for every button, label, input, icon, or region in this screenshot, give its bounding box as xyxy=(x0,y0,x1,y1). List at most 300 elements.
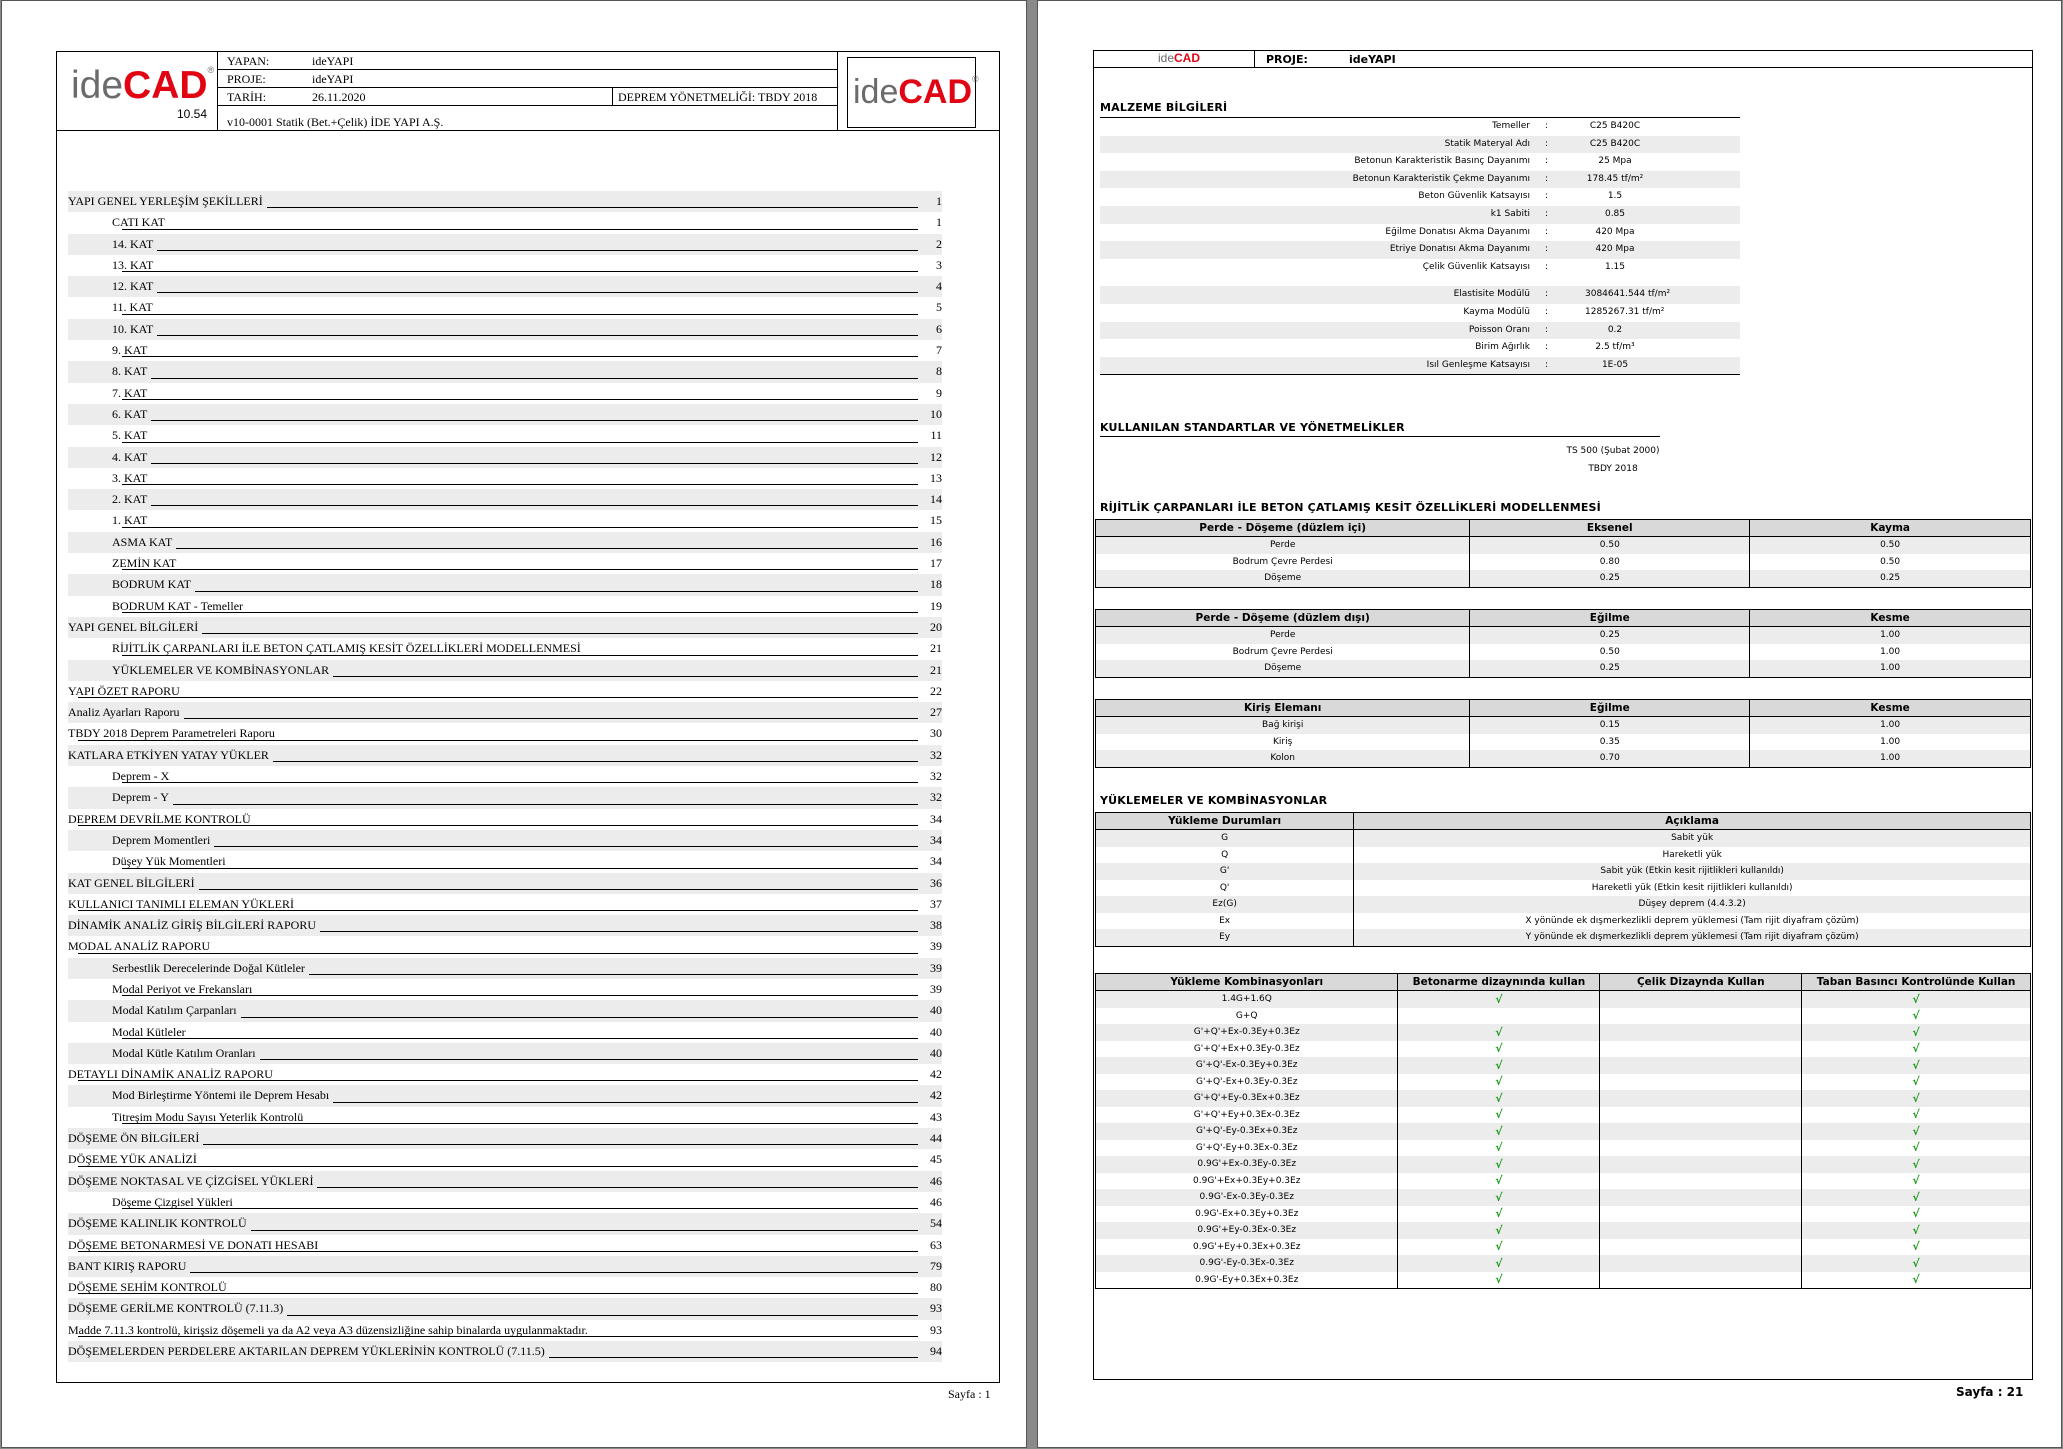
material-colon: : xyxy=(1545,244,1549,255)
toc-item[interactable] xyxy=(68,787,942,808)
toc-title: BANT KIRIŞ RAPORU xyxy=(68,1259,190,1274)
material-colon: : xyxy=(1545,342,1549,353)
toc-leader-line xyxy=(122,250,918,251)
material-key: Betonun Karakteristik Çekme Dayanımı xyxy=(1352,173,1530,184)
toc-item[interactable] xyxy=(68,1235,942,1256)
toc-leader-line xyxy=(122,868,918,869)
toc-title: DEPREM DEVRİLME KONTROLÜ xyxy=(68,811,251,826)
toc-item[interactable] xyxy=(68,1107,942,1128)
material-row xyxy=(1100,357,1740,375)
check-icon: √ xyxy=(1495,1042,1503,1056)
table-cell: 0.25 xyxy=(1470,627,1750,644)
check-cell xyxy=(1802,1107,2031,1124)
toc-item[interactable] xyxy=(68,212,942,233)
check-cell xyxy=(1600,1189,1802,1206)
toc-title: BODRUM KAT - Temeller xyxy=(112,598,244,613)
check-icon: √ xyxy=(1912,1190,1920,1204)
toc-item[interactable] xyxy=(68,1213,942,1234)
malzeme-table xyxy=(1100,117,1740,375)
toc-item[interactable] xyxy=(68,851,942,872)
toc-item[interactable] xyxy=(68,936,942,957)
toc-leader-line xyxy=(122,1038,918,1039)
toc-item[interactable] xyxy=(68,553,942,574)
table-cell: G'+Q'-Ex+0.3Ey-0.3Ez xyxy=(1096,1074,1398,1091)
toc-page-number: 9 xyxy=(936,385,942,400)
check-cell xyxy=(1600,991,1802,1008)
toc-title: 2. KAT xyxy=(112,492,151,507)
material-key: k1 Sabiti xyxy=(1490,208,1530,219)
material-row xyxy=(1100,286,1740,304)
table-cell: 0.80 xyxy=(1470,554,1750,571)
report-header xyxy=(56,51,1000,131)
table-cell: Döşeme xyxy=(1096,660,1470,677)
toc-title: DÖŞEME GERİLME KONTROLÜ (7.11.3) xyxy=(68,1301,287,1316)
material-value: 420 Mpa xyxy=(1595,226,1635,237)
toc-leader-line xyxy=(122,356,918,357)
check-cell xyxy=(1802,1090,2031,1107)
toc-title: DÖŞEME BETONARMESİ VE DONATI HESABI xyxy=(68,1237,319,1252)
check-icon: √ xyxy=(1495,1240,1503,1254)
check-icon: √ xyxy=(1495,1108,1503,1122)
table-cell: G xyxy=(1096,830,1354,847)
check-cell xyxy=(1398,1024,1600,1041)
table-cell: 0.9G'-Ex-0.3Ey-0.3Ez xyxy=(1096,1189,1398,1206)
table-row xyxy=(1096,1024,2031,1041)
toc-title: 11. KAT xyxy=(112,300,153,315)
check-icon: √ xyxy=(1912,1207,1920,1221)
table-cell: Sabit yük xyxy=(1354,830,2031,847)
toc-page-number: 93 xyxy=(930,1322,942,1337)
toc-page-number: 15 xyxy=(930,513,942,528)
table-cell: Sabit yük (Etkin kesit rijitlikleri kullanıldı) xyxy=(1354,863,2031,880)
toc-title: 6. KAT xyxy=(112,407,151,422)
toc-page-number: 39 xyxy=(930,960,942,975)
toc-page-number: 46 xyxy=(930,1194,942,1209)
table-cell: Ey xyxy=(1096,929,1354,946)
toc-item[interactable] xyxy=(68,1192,942,1213)
toc-title: DİNAMİK ANALİZ GİRİŞ BİLGİLERİ RAPORU xyxy=(68,918,320,933)
toc-item[interactable] xyxy=(68,532,942,553)
table-row xyxy=(1096,913,2031,930)
check-icon: √ xyxy=(1912,1273,1920,1287)
check-cell xyxy=(1600,1173,1802,1190)
toc-title: 4. KAT xyxy=(112,450,151,465)
toc-page-number: 36 xyxy=(930,875,942,890)
toc-page-number: 32 xyxy=(930,790,942,805)
toc-page-number: 40 xyxy=(930,1045,942,1060)
material-value: 0.2 xyxy=(1607,324,1623,335)
material-colon: : xyxy=(1545,156,1549,167)
check-cell xyxy=(1398,1156,1600,1173)
table-cell: Ez(G) xyxy=(1096,896,1354,913)
table-cell: 0.9G'+Ey+0.3Ex+0.3Ez xyxy=(1096,1239,1398,1256)
toc-page-number: 34 xyxy=(930,811,942,826)
toc-page-number: 1 xyxy=(936,215,942,230)
table-cell: 1.00 xyxy=(1750,644,2031,661)
material-colon: : xyxy=(1545,324,1549,335)
rijitlik-table-beam xyxy=(1095,699,2031,768)
check-icon: √ xyxy=(1912,1091,1920,1105)
toc-item[interactable] xyxy=(68,915,942,936)
toc-leader-line xyxy=(122,335,918,336)
toc-leader-line xyxy=(122,484,918,485)
toc-page-number: 63 xyxy=(930,1237,942,1252)
check-cell xyxy=(1802,1239,2031,1256)
material-value: 3084641.544 tf/m² xyxy=(1585,289,1671,300)
toc-page-number: 19 xyxy=(930,598,942,613)
page-number: Sayfa : 1 xyxy=(948,1387,991,1401)
toc-item[interactable] xyxy=(68,1064,942,1085)
table-row xyxy=(1096,1123,2031,1140)
toc-leader-line xyxy=(78,1272,918,1273)
table-row xyxy=(1096,734,2031,751)
toc-title: Madde 7.11.3 kontrolü, kirişsiz döşemeli ya da A2 veya A3 düzensizliğine sahip binalarda uygulanmaktadır. xyxy=(68,1322,588,1337)
column-header: Eğilme xyxy=(1470,610,1750,627)
toc-item[interactable] xyxy=(68,894,942,915)
toc-item[interactable] xyxy=(68,1171,942,1192)
toc-item[interactable] xyxy=(68,319,942,340)
toc-item[interactable] xyxy=(68,596,942,617)
toc-leader-line xyxy=(122,569,918,570)
material-key: Isıl Genleşme Katsayısı xyxy=(1426,359,1530,370)
toc-title: 14. KAT xyxy=(112,237,157,252)
toc-item[interactable] xyxy=(68,234,942,255)
toc-title: Analiz Ayarları Raporu xyxy=(68,705,184,720)
check-cell xyxy=(1802,1024,2031,1041)
table-cell: 0.9G'+Ex+0.3Ey+0.3Ez xyxy=(1096,1173,1398,1190)
toc-item[interactable] xyxy=(68,404,942,425)
toc-page-number: 80 xyxy=(930,1280,942,1295)
toc-title: DÖŞEME KALINLIK KONTROLÜ xyxy=(68,1216,251,1231)
table-cell: G' xyxy=(1096,863,1354,880)
check-cell xyxy=(1398,1041,1600,1058)
toc-page-number: 93 xyxy=(930,1301,942,1316)
toc-title: 7. KAT xyxy=(112,385,148,400)
toc-page-number: 6 xyxy=(936,321,942,336)
page-number: Sayfa : 21 xyxy=(1956,1385,2024,1399)
table-row xyxy=(1096,830,2031,847)
material-colon: : xyxy=(1545,173,1549,184)
table-row xyxy=(1096,1239,2031,1256)
table-cell: Döşeme xyxy=(1096,570,1470,587)
toc-item[interactable] xyxy=(68,1320,942,1341)
column-header: Taban Basıncı Kontrolünde Kullan xyxy=(1802,974,2031,991)
table-cell: 0.25 xyxy=(1750,570,2031,587)
toc-item[interactable] xyxy=(68,1000,942,1021)
check-cell xyxy=(1802,1123,2031,1140)
table-row xyxy=(1096,570,2031,587)
toc-item[interactable] xyxy=(68,638,942,659)
table-row xyxy=(1096,1222,2031,1239)
material-row xyxy=(1100,304,1740,322)
check-icon: √ xyxy=(1912,1025,1920,1039)
material-colon: : xyxy=(1545,306,1549,317)
table-cell: G+Q xyxy=(1096,1008,1398,1025)
table-cell: 0.9G'+Ex-0.3Ey-0.3Ez xyxy=(1096,1156,1398,1173)
toc-title: Serbestlik Derecelerinde Doğal Kütleler xyxy=(112,961,309,976)
toc-page-number: 54 xyxy=(930,1216,942,1231)
toc-item[interactable] xyxy=(68,766,942,787)
toc-title: Düşey Yük Momentleri xyxy=(112,854,226,869)
table-of-contents xyxy=(68,191,942,1362)
material-key: Betonun Karakteristik Basınç Dayanımı xyxy=(1354,156,1530,167)
load-cases-table xyxy=(1095,812,2031,947)
check-cell xyxy=(1802,991,2031,1008)
table-row xyxy=(1096,1255,2031,1272)
rijitlik-table-out-of-plane xyxy=(1095,609,2031,678)
check-icon: √ xyxy=(1912,1256,1920,1270)
toc-page-number: 39 xyxy=(930,981,942,996)
check-icon: √ xyxy=(1495,1091,1503,1105)
toc-page-number: 16 xyxy=(930,534,942,549)
toc-item[interactable] xyxy=(68,383,942,404)
table-header-row xyxy=(1096,974,2031,991)
toc-page-number: 40 xyxy=(930,1003,942,1018)
toc-item[interactable] xyxy=(68,702,942,723)
toc-title: Modal Kütleler xyxy=(112,1024,186,1039)
material-value: 1.15 xyxy=(1604,261,1626,272)
toc-leader-line xyxy=(122,229,918,230)
check-cell xyxy=(1600,1107,1802,1124)
table-row xyxy=(1096,929,2031,946)
check-cell xyxy=(1802,1074,2031,1091)
toc-page-number: 8 xyxy=(936,364,942,379)
material-row xyxy=(1100,188,1740,206)
check-icon: √ xyxy=(1912,1141,1920,1155)
toc-item[interactable] xyxy=(68,958,942,979)
load-combinations-table xyxy=(1095,973,2031,1289)
check-cell xyxy=(1600,1074,1802,1091)
toc-page-number: 42 xyxy=(930,1067,942,1082)
toc-leader-line xyxy=(122,314,918,315)
material-key: Temeller xyxy=(1491,121,1530,131)
toc-title: Deprem - X xyxy=(112,769,170,784)
table-row xyxy=(1096,1074,2031,1091)
check-cell xyxy=(1600,1123,1802,1140)
toc-item[interactable] xyxy=(68,1341,942,1362)
toc-title: TBDY 2018 Deprem Parametreleri Raporu xyxy=(68,726,275,741)
report-page-1 xyxy=(1,0,1027,1448)
table-cell: G'+Q'+Ex+0.3Ey-0.3Ez xyxy=(1096,1041,1398,1058)
table-cell: Kiriş xyxy=(1096,734,1470,751)
toc-title: KULLANICI TANIMLI ELEMAN YÜKLERİ xyxy=(68,896,295,911)
material-value: C25 B420C xyxy=(1589,138,1641,149)
table-cell: 0.50 xyxy=(1750,537,2031,554)
table-row xyxy=(1096,660,2031,677)
material-row xyxy=(1100,171,1740,189)
check-icon: √ xyxy=(1495,1058,1503,1072)
material-row xyxy=(1100,136,1740,154)
toc-title: ASMA KAT xyxy=(112,535,176,550)
toc-page-number: 13 xyxy=(930,470,942,485)
material-value: 0.85 xyxy=(1604,208,1626,219)
toc-item[interactable] xyxy=(68,574,942,595)
toc-item[interactable] xyxy=(68,723,942,744)
toc-item[interactable] xyxy=(68,830,942,851)
toc-item[interactable] xyxy=(68,1149,942,1170)
check-icon: √ xyxy=(1495,1124,1503,1138)
table-cell: Q' xyxy=(1096,880,1354,897)
material-row xyxy=(1100,339,1740,357)
table-row xyxy=(1096,1008,2031,1025)
toc-title: 12. KAT xyxy=(112,279,157,294)
material-key: Kayma Modülü xyxy=(1463,306,1530,317)
table-cell: Ex xyxy=(1096,913,1354,930)
toc-page-number: 42 xyxy=(930,1088,942,1103)
toc-item[interactable] xyxy=(68,745,942,766)
column-header: Perde - Döşeme (düzlem içi) xyxy=(1096,520,1470,537)
table-cell: Düşey deprem (4.4.3.2) xyxy=(1354,896,2031,913)
toc-item[interactable] xyxy=(68,510,942,531)
toc-page-number: 34 xyxy=(930,854,942,869)
check-icon: √ xyxy=(1495,1174,1503,1188)
table-header-row xyxy=(1096,520,2031,537)
material-colon: : xyxy=(1545,208,1549,219)
check-cell xyxy=(1802,1140,2031,1157)
toc-title: KATLARA ETKİYEN YATAY YÜKLER xyxy=(68,748,273,763)
toc-item[interactable] xyxy=(68,809,942,830)
table-cell: Hareketli yük xyxy=(1354,847,2031,864)
toc-title: Titreşim Modu Sayısı Yeterlik Kontrolü xyxy=(112,1109,304,1124)
toc-item[interactable] xyxy=(68,617,942,638)
check-cell xyxy=(1600,1140,1802,1157)
material-separator xyxy=(1100,276,1740,286)
toc-title: YAPI ÖZET RAPORU xyxy=(68,683,180,698)
toc-item[interactable] xyxy=(68,1277,942,1298)
table-cell: 0.15 xyxy=(1470,717,1750,734)
toc-page-number: 2 xyxy=(936,236,942,251)
toc-leader-line xyxy=(122,782,918,783)
logo-box xyxy=(847,57,979,128)
table-cell: Kolon xyxy=(1096,750,1470,767)
toc-leader-line xyxy=(122,1017,918,1018)
column-header: Eğilme xyxy=(1470,700,1750,717)
toc-page-number: 39 xyxy=(930,939,942,954)
check-cell xyxy=(1398,1222,1600,1239)
material-key: Poisson Oranı xyxy=(1468,324,1530,335)
toc-item[interactable] xyxy=(68,191,942,212)
column-header: Kiriş Elemanı xyxy=(1096,700,1470,717)
table-cell: 0.25 xyxy=(1470,570,1750,587)
toc-leader-line xyxy=(122,420,918,421)
table-cell: G'+Q'-Ey-0.3Ex+0.3Ez xyxy=(1096,1123,1398,1140)
toc-item[interactable] xyxy=(68,1256,942,1277)
table-header-row xyxy=(1096,813,2031,830)
version-label: 10.54 xyxy=(177,107,208,121)
toc-leader-line xyxy=(122,548,918,549)
table-cell: G'+Q'+Ey+0.3Ex-0.3Ez xyxy=(1096,1107,1398,1124)
material-row xyxy=(1100,224,1740,242)
toc-page-number: 46 xyxy=(930,1173,942,1188)
toc-leader-line xyxy=(122,271,918,272)
check-cell xyxy=(1600,1255,1802,1272)
toc-item[interactable] xyxy=(68,468,942,489)
toc-title: BODRUM KAT xyxy=(112,577,195,592)
check-icon: √ xyxy=(1495,1141,1503,1155)
toc-page-number: 32 xyxy=(930,747,942,762)
toc-item[interactable] xyxy=(68,979,942,1000)
check-cell xyxy=(1398,1140,1600,1157)
table-row xyxy=(1096,847,2031,864)
toc-page-number: 94 xyxy=(930,1344,942,1359)
table-cell: 0.9G'-Ey-0.3Ex-0.3Ez xyxy=(1096,1255,1398,1272)
table-row xyxy=(1096,1206,2031,1223)
table-row xyxy=(1096,537,2031,554)
toc-item[interactable] xyxy=(68,276,942,297)
report-page-21 xyxy=(1037,0,2062,1448)
toc-item[interactable] xyxy=(68,340,942,361)
toc-item[interactable] xyxy=(68,489,942,510)
toc-title: Modal Katılım Çarpanları xyxy=(112,1003,241,1018)
toc-item[interactable] xyxy=(68,1043,942,1064)
table-cell: X yönünde ek dışmerkezlikli deprem yüklemesi (Tam rijit diyafram çözüm) xyxy=(1354,913,2031,930)
material-colon: : xyxy=(1545,226,1549,237)
table-row xyxy=(1096,1173,2031,1190)
toc-title: Modal Periyot ve Frekansları xyxy=(112,981,253,996)
toc-item[interactable] xyxy=(68,297,942,318)
toc-item[interactable] xyxy=(68,361,942,382)
toc-item[interactable] xyxy=(68,1022,942,1043)
toc-title: DÖŞEME NOKTASAL VE ÇİZGİSEL YÜKLERİ xyxy=(68,1174,317,1189)
toc-item[interactable] xyxy=(68,255,942,276)
toc-title: 1. KAT xyxy=(112,513,148,528)
check-cell xyxy=(1802,1255,2031,1272)
toc-item[interactable] xyxy=(68,447,942,468)
check-icon: √ xyxy=(1495,1256,1503,1270)
toc-title: DÖŞEMELERDEN PERDELERE AKTARILAN DEPREM YÜKLERİNİN KONTROLÜ (7.11.5) xyxy=(68,1344,549,1359)
check-icon: √ xyxy=(1912,1174,1920,1188)
material-value: 1285267.31 tf/m² xyxy=(1585,306,1665,317)
toc-item[interactable] xyxy=(68,660,942,681)
toc-item[interactable] xyxy=(68,1085,942,1106)
toc-page-number: 10 xyxy=(930,406,942,421)
toc-leader-line xyxy=(122,591,918,592)
table-row xyxy=(1096,1272,2031,1289)
check-cell xyxy=(1398,1123,1600,1140)
material-key: Elastisite Modülü xyxy=(1453,289,1530,300)
material-key: Beton Güvenlik Katsayısı xyxy=(1418,191,1530,202)
toc-item[interactable] xyxy=(68,1298,942,1319)
toc-page-number: 44 xyxy=(930,1131,942,1146)
check-cell xyxy=(1802,1222,2031,1239)
toc-page-number: 20 xyxy=(930,619,942,634)
toc-item[interactable] xyxy=(68,1128,942,1149)
check-icon: √ xyxy=(1495,1223,1503,1237)
toc-item[interactable] xyxy=(68,425,942,446)
toc-leader-line xyxy=(78,1144,918,1145)
toc-item[interactable] xyxy=(68,873,942,894)
toc-page-number: 30 xyxy=(930,726,942,741)
check-cell xyxy=(1802,1008,2031,1025)
material-colon: : xyxy=(1545,359,1549,370)
check-icon: √ xyxy=(1495,1025,1503,1039)
check-icon: √ xyxy=(1495,992,1503,1006)
rijitlik-table-in-plane xyxy=(1095,519,2031,588)
toc-title: DÖŞEME SEHİM KONTROLÜ xyxy=(68,1280,227,1295)
toc-page-number: 12 xyxy=(930,449,942,464)
toc-item[interactable] xyxy=(68,681,942,702)
table-cell: 0.50 xyxy=(1750,554,2031,571)
check-cell xyxy=(1398,1057,1600,1074)
table-cell: 1.00 xyxy=(1750,660,2031,677)
toc-title: 3. KAT xyxy=(112,470,148,485)
check-icon: √ xyxy=(1912,1108,1920,1122)
material-colon: : xyxy=(1545,261,1549,272)
toc-page-number: 21 xyxy=(930,641,942,656)
toc-title: YAPI GENEL YERLEŞİM ŞEKİLLERİ xyxy=(68,194,267,209)
table-cell: 1.4G+1.6Q xyxy=(1096,991,1398,1008)
material-colon: : xyxy=(1545,138,1549,149)
